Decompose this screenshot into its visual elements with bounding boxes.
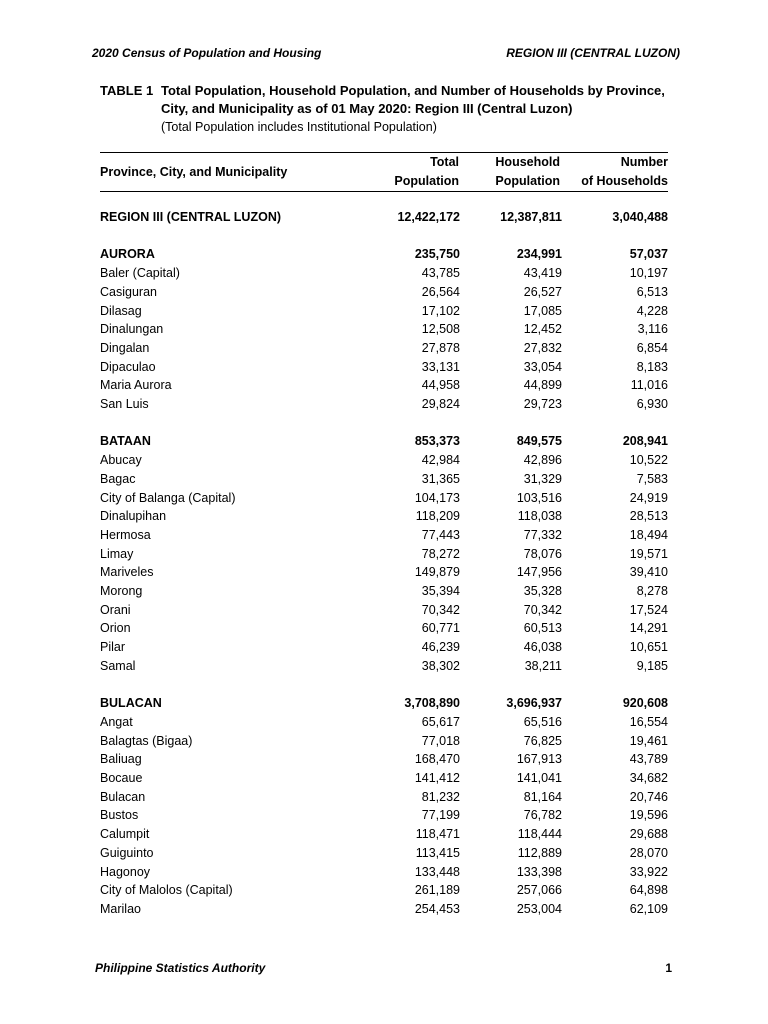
cell-number-of-households: 19,596: [629, 808, 668, 823]
cell-area-name: BULACAN: [100, 696, 162, 711]
population-table-body: [100, 208, 668, 919]
table-row: [100, 376, 668, 395]
table-row: [100, 788, 668, 807]
table-row: [100, 657, 668, 676]
cell-household-population: 27,832: [523, 340, 562, 355]
cell-area-name: Balagtas (Bigaa): [100, 733, 193, 748]
table-row: [100, 806, 668, 825]
cell-household-population: 81,164: [523, 789, 562, 804]
cell-total-population: 141,412: [414, 771, 460, 786]
table-row: [100, 451, 668, 470]
cell-number-of-households: 10,651: [629, 640, 668, 655]
cell-total-population: 3,708,890: [404, 696, 460, 711]
cell-number-of-households: 6,513: [636, 284, 668, 299]
table-title: [100, 82, 665, 136]
cell-total-population: 12,422,172: [397, 210, 460, 224]
table-row-province: [100, 245, 668, 264]
cell-number-of-households: 208,941: [622, 434, 668, 449]
cell-area-name: Abucay: [100, 453, 142, 468]
cell-household-population: 234,991: [516, 247, 562, 262]
column-header-households-line1: Number: [620, 155, 668, 169]
cell-area-name: Samal: [100, 658, 136, 673]
cell-number-of-households: 57,037: [629, 247, 668, 262]
table-row: [100, 489, 668, 508]
cell-household-population: 133,398: [516, 864, 562, 879]
table-header-rule: [100, 191, 668, 192]
cell-number-of-households: 4,228: [636, 303, 668, 318]
cell-household-population: 17,085: [523, 303, 562, 318]
cell-number-of-households: 19,461: [629, 733, 668, 748]
cell-area-name: BATAAN: [100, 434, 151, 449]
title-note: (Total Population includes Institutional Population): [161, 120, 437, 134]
cell-household-population: 77,332: [523, 527, 562, 542]
cell-area-name: Morong: [100, 584, 143, 599]
cell-total-population: 60,771: [421, 621, 460, 636]
cell-total-population: 29,824: [421, 397, 460, 412]
cell-household-population: 118,038: [517, 509, 562, 524]
page-number: 1: [665, 961, 672, 975]
spacer-cell: [100, 414, 668, 433]
cell-household-population: 60,513: [523, 621, 562, 636]
cell-total-population: 70,342: [421, 602, 460, 617]
cell-household-population: 35,328: [523, 584, 562, 599]
cell-number-of-households: 33,922: [629, 864, 668, 879]
table-row: [100, 638, 668, 657]
column-header-area: Province, City, and Municipality: [100, 165, 288, 179]
cell-area-name: Mariveles: [100, 565, 154, 580]
cell-household-population: 70,342: [523, 602, 562, 617]
cell-area-name: Bagac: [100, 471, 136, 486]
cell-number-of-households: 6,854: [636, 340, 668, 355]
table-row: [100, 863, 668, 882]
cell-total-population: 168,470: [414, 752, 460, 767]
table-row: [100, 750, 668, 769]
cell-number-of-households: 28,070: [629, 845, 668, 860]
running-header-right: REGION III (CENTRAL LUZON): [506, 46, 680, 60]
cell-number-of-households: 10,522: [629, 453, 668, 468]
cell-number-of-households: 62,109: [629, 901, 668, 916]
cell-total-population: 81,232: [421, 789, 460, 804]
cell-household-population: 3,696,937: [506, 696, 562, 711]
cell-area-name: Hagonoy: [100, 864, 151, 879]
cell-area-name: Limay: [100, 546, 134, 561]
cell-number-of-households: 920,608: [622, 696, 668, 711]
cell-number-of-households: 24,919: [629, 490, 668, 505]
cell-household-population: 253,004: [516, 901, 562, 916]
cell-area-name: Marilao: [100, 901, 141, 916]
spacer-row: [100, 676, 668, 695]
cell-total-population: 149,879: [414, 565, 460, 580]
column-header-total: [394, 153, 459, 191]
cell-area-name: Orani: [100, 602, 131, 617]
cell-household-population: 76,782: [523, 808, 562, 823]
table-row: [100, 358, 668, 377]
cell-number-of-households: 18,494: [629, 527, 668, 542]
cell-total-population: 27,878: [421, 340, 460, 355]
cell-number-of-households: 39,410: [629, 565, 668, 580]
cell-number-of-households: 29,688: [629, 827, 668, 842]
cell-total-population: 113,415: [415, 845, 460, 860]
cell-total-population: 104,173: [414, 490, 460, 505]
cell-area-name: San Luis: [100, 397, 149, 412]
cell-total-population: 17,102: [421, 303, 460, 318]
table-row: [100, 825, 668, 844]
cell-number-of-households: 7,583: [636, 471, 668, 486]
cell-total-population: 261,189: [414, 883, 460, 898]
cell-area-name: Bocaue: [100, 771, 143, 786]
column-header-household-line1: Household: [495, 155, 560, 169]
cell-total-population: 26,564: [421, 284, 460, 299]
population-table: [100, 208, 668, 919]
cell-household-population: 118,444: [517, 827, 562, 842]
cell-number-of-households: 14,291: [629, 621, 668, 636]
cell-total-population: 118,209: [415, 509, 460, 524]
table-row: [100, 601, 668, 620]
cell-household-population: 38,211: [524, 658, 562, 673]
cell-number-of-households: 16,554: [629, 714, 668, 729]
cell-household-population: 849,575: [516, 434, 562, 449]
table-row: [100, 470, 668, 489]
cell-total-population: 235,750: [414, 247, 460, 262]
cell-total-population: 12,508: [421, 322, 460, 337]
cell-number-of-households: 20,746: [629, 789, 668, 804]
column-header-total-line2: Population: [394, 174, 459, 188]
column-header-households-line2: of Households: [581, 174, 668, 188]
cell-number-of-households: 8,278: [636, 584, 668, 599]
cell-area-name: Dinalupihan: [100, 509, 167, 524]
table-row: [100, 619, 668, 638]
cell-household-population: 76,825: [523, 733, 562, 748]
cell-household-population: 112,889: [517, 845, 562, 860]
cell-area-name: Casiguran: [100, 284, 157, 299]
cell-household-population: 42,896: [523, 453, 562, 468]
cell-area-name: Dilasag: [100, 303, 142, 318]
cell-area-name: Dingalan: [100, 340, 150, 355]
table-row: [100, 395, 668, 414]
table-row: [100, 732, 668, 751]
table-row: [100, 526, 668, 545]
cell-household-population: 43,419: [523, 266, 562, 281]
cell-household-population: 12,387,811: [500, 210, 562, 224]
cell-total-population: 77,018: [421, 733, 460, 748]
cell-number-of-households: 17,524: [629, 602, 668, 617]
column-header-household: [495, 153, 560, 191]
cell-area-name: Guiguinto: [100, 845, 154, 860]
cell-household-population: 141,041: [516, 771, 562, 786]
cell-household-population: 257,066: [516, 883, 562, 898]
cell-number-of-households: 34,682: [629, 771, 668, 786]
cell-household-population: 167,913: [516, 752, 562, 767]
cell-household-population: 31,329: [523, 471, 562, 486]
cell-area-name: Angat: [100, 714, 133, 729]
cell-area-name: Bulacan: [100, 789, 146, 804]
cell-number-of-households: 28,513: [629, 509, 668, 524]
table-row: [100, 713, 668, 732]
title-line-2: City, and Municipality as of 01 May 2020: Region III (Central Luzon): [161, 101, 573, 116]
cell-household-population: 103,516: [516, 490, 562, 505]
table-row: [100, 844, 668, 863]
cell-total-population: 42,984: [421, 453, 460, 468]
cell-area-name: Pilar: [100, 640, 126, 655]
table-label: TABLE 1: [100, 83, 154, 98]
cell-total-population: 35,394: [421, 584, 460, 599]
table-row: [100, 320, 668, 339]
spacer-row: [100, 414, 668, 433]
spacer-cell: [100, 227, 668, 246]
cell-household-population: 26,527: [523, 284, 562, 299]
table-row-province: [100, 208, 668, 227]
table-row: [100, 900, 668, 919]
cell-area-name: Dipaculao: [100, 359, 156, 374]
cell-number-of-households: 8,183: [636, 359, 668, 374]
cell-total-population: 77,199: [421, 808, 460, 823]
cell-number-of-households: 10,197: [629, 266, 668, 281]
cell-area-name: Orion: [100, 621, 131, 636]
cell-area-name: AURORA: [100, 247, 155, 262]
spacer-row: [100, 227, 668, 246]
table-row: [100, 339, 668, 358]
cell-number-of-households: 3,040,488: [612, 210, 668, 224]
cell-total-population: 254,453: [414, 901, 460, 916]
cell-number-of-households: 11,016: [630, 378, 668, 393]
cell-household-population: 29,723: [523, 397, 562, 412]
table-row: [100, 302, 668, 321]
cell-household-population: 33,054: [523, 359, 562, 374]
cell-area-name: Calumpit: [100, 827, 150, 842]
cell-total-population: 133,448: [414, 864, 460, 879]
cell-area-name: City of Malolos (Capital): [100, 883, 233, 898]
cell-number-of-households: 6,930: [636, 397, 668, 412]
title-text-1: Total Population, Household Population, and Number of Households by Province,: [161, 83, 665, 98]
cell-number-of-households: 64,898: [629, 883, 668, 898]
table-row: [100, 582, 668, 601]
table-row: [100, 283, 668, 302]
cell-total-population: 31,365: [421, 471, 460, 486]
spacer-cell: [100, 676, 668, 695]
cell-total-population: 853,373: [414, 434, 460, 449]
cell-total-population: 77,443: [421, 527, 460, 542]
cell-total-population: 46,239: [421, 640, 460, 655]
cell-area-name: Baler (Capital): [100, 266, 180, 281]
footer-agency: Philippine Statistics Authority: [95, 961, 266, 975]
column-header-total-line1: Total: [430, 155, 459, 169]
running-header-left: 2020 Census of Population and Housing: [92, 46, 322, 60]
table-row: [100, 881, 668, 900]
cell-area-name: Bustos: [100, 808, 139, 823]
cell-household-population: 46,038: [523, 640, 562, 655]
cell-area-name: Hermosa: [100, 527, 151, 542]
cell-total-population: 78,272: [421, 546, 460, 561]
cell-total-population: 118,471: [415, 827, 460, 842]
table-row: [100, 769, 668, 788]
cell-household-population: 12,452: [523, 322, 562, 337]
cell-household-population: 65,516: [523, 714, 562, 729]
cell-area-name: Baliuag: [100, 752, 142, 767]
cell-household-population: 147,956: [516, 565, 562, 580]
table-row: [100, 545, 668, 564]
cell-area-name: Maria Aurora: [100, 378, 172, 393]
cell-household-population: 44,899: [523, 378, 562, 393]
cell-area-name: City of Balanga (Capital): [100, 490, 236, 505]
cell-area-name: REGION III (CENTRAL LUZON): [100, 210, 282, 224]
cell-total-population: 43,785: [421, 266, 460, 281]
table-row-province: [100, 694, 668, 713]
column-header-households: [581, 153, 668, 191]
table-row: [100, 507, 668, 526]
cell-household-population: 78,076: [523, 546, 562, 561]
table-row: [100, 563, 668, 582]
cell-number-of-households: 19,571: [629, 546, 668, 561]
table-row: [100, 264, 668, 283]
cell-number-of-households: 3,116: [637, 322, 668, 337]
cell-number-of-households: 9,185: [636, 658, 668, 673]
cell-number-of-households: 43,789: [629, 752, 668, 767]
cell-total-population: 44,958: [421, 378, 460, 393]
table-row-province: [100, 432, 668, 451]
column-header-household-line2: Population: [495, 174, 560, 188]
title-line-1: [100, 82, 665, 100]
cell-area-name: Dinalungan: [100, 322, 164, 337]
cell-total-population: 38,302: [421, 658, 460, 673]
cell-total-population: 33,131: [421, 359, 460, 374]
cell-total-population: 65,617: [421, 714, 460, 729]
